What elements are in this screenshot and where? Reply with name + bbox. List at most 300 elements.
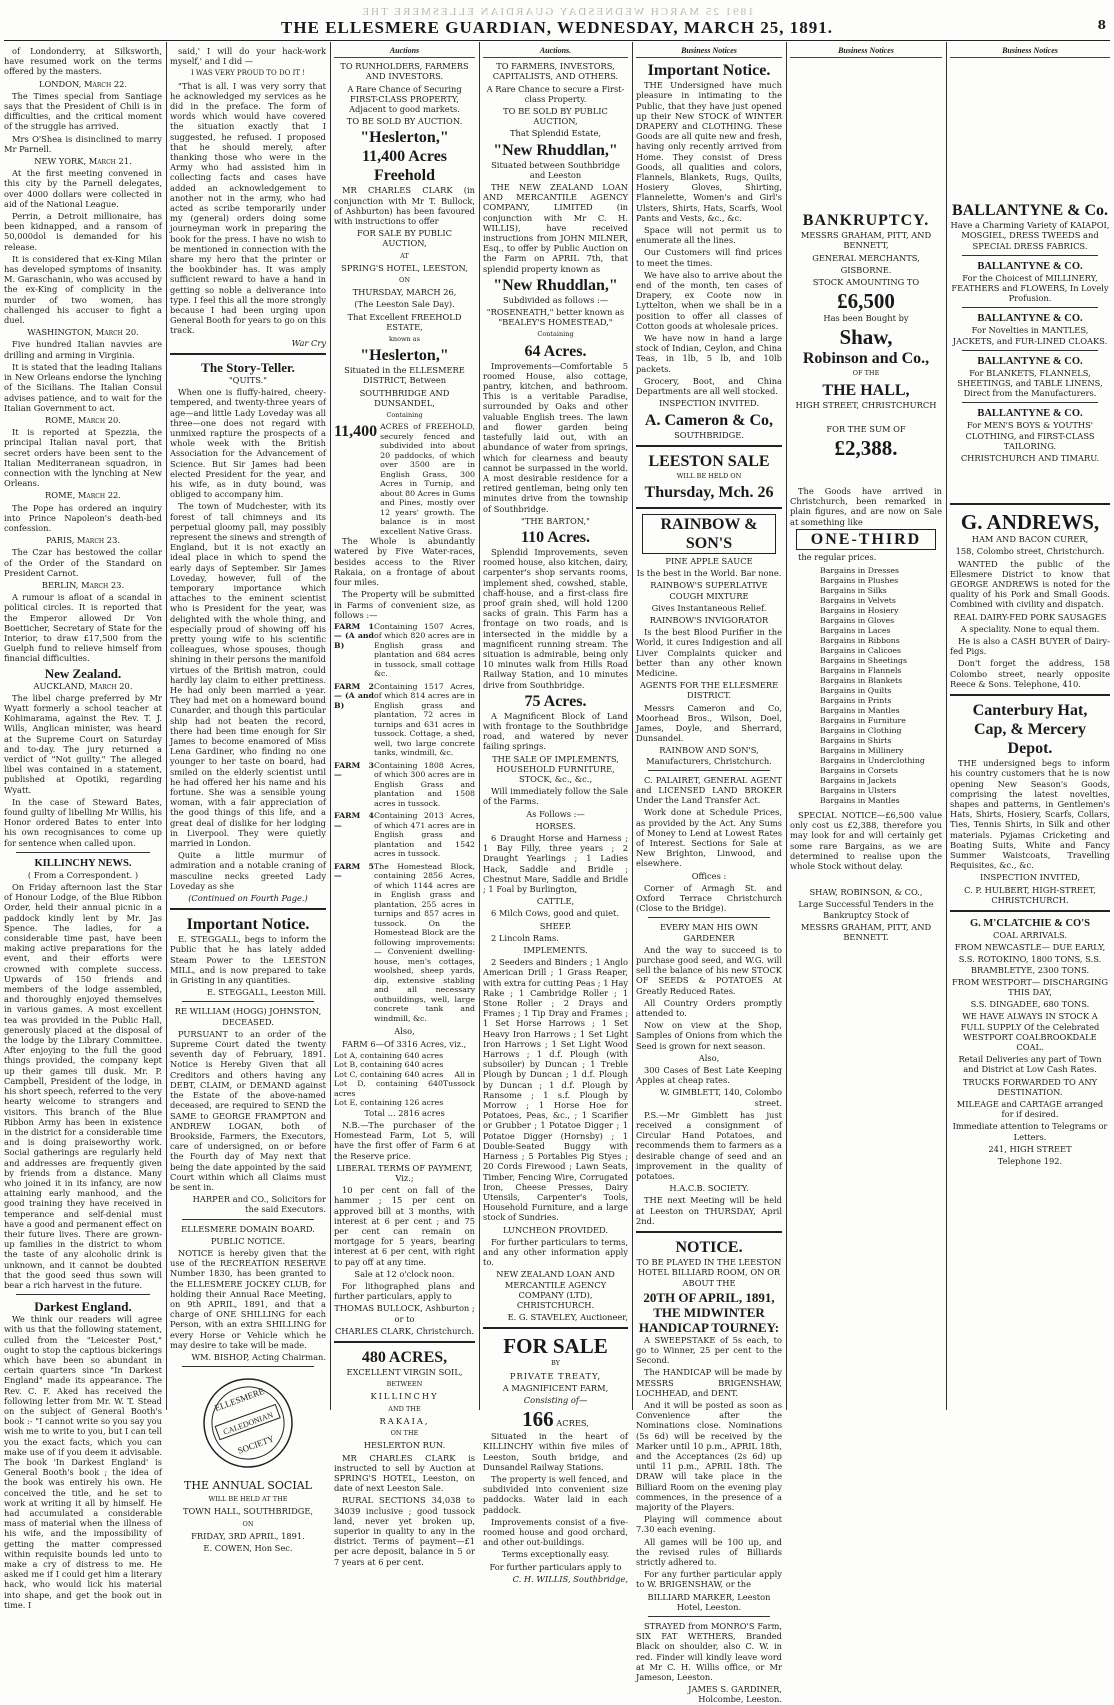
divider <box>182 1366 314 1367</box>
masthead-rule <box>4 40 1110 41</box>
column-merchants <box>950 46 1110 1408</box>
ad-text: Telephone 192. <box>997 1156 1063 1166</box>
ad-heading: BALLANTYNE & CO. <box>977 408 1083 420</box>
ad-heading: Freehold <box>373 167 436 185</box>
ad-text: Also, <box>394 1026 415 1037</box>
divider <box>16 852 150 853</box>
farm-label: FARM 2 — (A and B) <box>334 681 374 710</box>
ad-text: N.B.—The purchaser of the Homestead Farm, Lot 5, will have the first offer of Farm 6 at the Reserve price. <box>334 1120 475 1161</box>
ad-text: And the way to succeed is to purchase good seed, and W.G. will sell the balance of his new STOCK OF SEEDS & POTATOES At Greatly Reduced Rates. <box>636 944 782 996</box>
ad-text: THE undersigned begs to inform his country customers that he is now opening New Season's Goods, comprising the latest novelties, shapes and patterns, in Gentlemen's Hats, Shirts, Hosiery, Scarfs, Collars, Ties, Tennis Shirts, in Silk and other materials. Pyjamas Cricketing and Boating Suits, White and Fancy Summer Waistcoats, Travelling Requisites, &c., &c. <box>950 758 1110 871</box>
ad-text: Have a Charming Variety of KAIAPOI, MOSGIEL, DRESS TWEEDS and SPECIAL DRESS FABRICS. <box>950 220 1110 251</box>
stamp-text: ELLESMERE <box>213 1386 266 1414</box>
ad-heading: ELLESMERE DOMAIN BOARD. <box>181 1223 315 1234</box>
ad-text: HIGH STREET, CHRISTCHURCH <box>795 399 937 410</box>
ad-text: Will immediately follow the Sale of the Farms. <box>483 786 628 807</box>
ad-heading: 11,400 Acres <box>361 148 448 166</box>
ad-text: ON THE <box>390 1429 419 1438</box>
ad-text: Don't forget the address, 158 Colombo street, nearly opposite Reece & Sons. Telephone, 410. <box>950 658 1110 689</box>
ad-subheading: LIBERAL TERMS OF PAYMENT, Viz.; <box>336 1162 473 1184</box>
ad-text: TO BE PLAYED IN THE LEESTON HOTEL BILLIARD ROOM, ON OR ABOUT THE <box>636 1257 782 1288</box>
ad-signature: JAMES S. GARDINER, Holcombe, Leeston. <box>688 1684 782 1705</box>
ad-heading: BALLANTYNE & CO. <box>977 313 1083 325</box>
ad-heading: Canterbury Hat, <box>972 702 1088 720</box>
divider <box>950 694 1110 696</box>
ad-text: "THE BARTON," <box>521 515 590 526</box>
ad-text: 10 per cent on fall of the hammer ; 15 per cent on approved bill at 3 months, with interest at 6 per cent ; and 75 per cent can remain on mortgage for 5 years, bearing interest at 6 per cent, with right to pay off at any time. <box>334 1185 475 1267</box>
ad-text: RURAL SECTIONS 34,038 to 34039 inclusive ; good tussock land, never yet broken up, superior in quality to any in the district. Terms of payment—£1 per acre deposit, balance in 5 or 7 years at 6 per cent. <box>334 1495 475 1567</box>
ad-heading: "New Rhuddlan," <box>493 276 618 294</box>
ad-heading: 166 <box>522 1407 554 1432</box>
ad-text: SOUTHBRIDGE AND DUNSANDEL, <box>359 387 450 408</box>
ad-heading: Important Notice. <box>186 916 310 934</box>
ad-text: Sale at 12 o'clock noon. <box>354 1268 455 1279</box>
bargain-item: Bargains in Dresses <box>820 566 899 576</box>
ad-text: WILL BE HELD AT THE <box>208 1495 288 1504</box>
lot-note: All in <box>454 1069 475 1079</box>
ad-text: Is the best Blood Purifier in the World, it cures Indigestion and all Liver Complaints quicker and better than any other known Medicine. <box>636 627 782 678</box>
divider <box>483 1327 628 1329</box>
farm-description: The Homestead Block, containing 2856 Acres, of which 1144 acres are in English grass and plantation, 255 acres in turnips and 857 acres in tussock. On the Homestead Block are the following improvements:— Convenient dwelling-house, men's cottages, woolshed, sheep yards, dip, extensive stabling and all necessary outbuildings, well, large concrete tank and windmill, &c. <box>374 861 475 1023</box>
ad-text: Improvements—Comfortable 5 roomed House, also cottage, pantry, kitchen, and bathroom. This is a veritable Paradise, surrounded by Oaks and other valuable English trees. The lawn and flower garden being tastefully laid out, with an abundance of water from springs, which for clearness and beauty cannot be surpassed in the world. A most desirable residence for a retired gentleman, being only ten minutes drive from the township of Southbridge. <box>483 360 628 514</box>
ad-heading: "New Rhuddlan," <box>493 141 618 159</box>
ad-text: 6 Milch Cows, good and quiet. <box>491 908 620 919</box>
ad-subheading: IMPLEMENTS. <box>523 945 588 956</box>
ad-heading: TO FARMERS, INVESTORS, CAPITALISTS, AND OTHERS. <box>492 61 619 82</box>
story-paragraph: Quite a little murmur of admiration and a notable craning of masculine necks greeted Lady Loveday as she <box>170 850 326 891</box>
ad-text: TOWN HALL, SOUTHBRIDGE, <box>182 1506 314 1517</box>
farm-label: FARM 5 — <box>334 861 374 881</box>
ad-text: Now on view at the Shop, Samples of Onions from which the Seed is grown for next season. <box>636 1020 782 1051</box>
bargain-item: Bargains in Gloves <box>820 616 895 626</box>
ad-heading: FOR SALE <box>503 1334 608 1359</box>
ad-heading: H.A.C.B. SOCIETY. <box>669 1183 749 1194</box>
column-header: Auctions. <box>483 46 628 58</box>
ad-text: Has been Bought by <box>823 313 909 324</box>
ad-heading: Robinson and Co., <box>802 350 930 368</box>
ad-text: WILL BE HELD ON <box>676 471 742 480</box>
column-header: Business Notices <box>790 46 942 58</box>
continuation-note: (Continued on Fourth Page.) <box>188 893 308 904</box>
lot-note: Tussock <box>442 1079 475 1089</box>
ad-text: A SWEEPSTAKE of 5s each, to go to Winner, 25 per cent to the Second. <box>636 1334 782 1366</box>
divider <box>648 917 770 918</box>
ad-text: MESSRS GRAHAM, PITT, AND BENNETT. <box>800 921 932 943</box>
ad-signature: BILLIARD MARKER, Leeston Hotel, Leeston. <box>647 1591 771 1612</box>
ad-text: C. PALAIRET, GENERAL AGENT and LICENSED LAND BROKER Under the Land Transfer Act. <box>636 774 782 806</box>
ad-heading: ONE-THIRD <box>796 529 936 550</box>
ad-text: SHAW, ROBINSON, & CO., <box>809 887 923 898</box>
ad-text: RAINBOW AND SON'S, Manufacturers, Christchurch. <box>646 745 772 766</box>
bargain-item: Bargains in Corsets <box>820 766 898 776</box>
column-header: Business Notices <box>636 46 782 58</box>
bargain-item: Bargains in Sheetings <box>820 656 907 666</box>
ad-text: Situated in the heart of KILLINCHY within five miles of Leeston, South bridge, and Dunsandel Railway Stations. <box>483 1431 628 1472</box>
ad-text: COAL ARRIVALS. <box>992 929 1067 940</box>
divider <box>170 908 326 910</box>
ad-text: For further particulars to terms, and any other information apply to. <box>483 1236 628 1268</box>
ad-signature: HARPER and CO., Solicitors for the said Executors. <box>192 1194 326 1215</box>
ad-text: TO BE SOLD BY PUBLIC AUCTION, <box>503 106 608 127</box>
ad-text: "ROSENEATH," better known as "BEALEY'S HOMESTEAD," <box>486 307 625 328</box>
bargain-item: Bargains in Silks <box>820 586 887 596</box>
bargain-item: Bargains in Velvets <box>820 596 896 606</box>
news-paragraph: A rumour is afloat of a scandal in political circles. It is reported that the Emperor allowed Dr Von Boetticher, Secretary of State for the Interior, to draw £17,500 from the Guelph fund to relieve himself from financial difficulties. <box>4 592 162 664</box>
ad-signature: W. GIMBLETT, 140, Colombo street. <box>660 1087 782 1108</box>
bargain-item: Bargains in Underclothing <box>820 756 925 766</box>
news-paragraph: It is reported at Spezzia, the principal Italian naval port, that secret orders have been sent to the Italian Mediterranean squadron, in connection with the lynching at New Orleans. <box>4 427 162 489</box>
bargain-item: Bargains in Ulsters <box>820 786 897 796</box>
ad-heading: Cap, & Mercery <box>973 721 1087 739</box>
ad-text: Terms exceptionally easy. <box>501 1549 610 1560</box>
ad-text: Retail Deliveries any part of Town and District at Low Cash Rates. <box>958 1054 1102 1075</box>
ad-text: We have now in hand a large stock of Indian, Ceylon, and China Teas, in 1lb, 5 lb, and 10lb packets. <box>636 333 782 374</box>
farm-description: Containing 1808 Acres, of which 300 acres are in English Grass and plantation and 1508 acres in tussock. <box>374 760 475 808</box>
ad-text: Playing will commence about 7.30 each evening. <box>636 1514 782 1535</box>
ad-text: MILEAGE and CARTAGE arranged for if desired. <box>956 1098 1104 1120</box>
ad-text: THURSDAY, MARCH 26, <box>352 287 457 298</box>
divider <box>962 350 1098 351</box>
ad-text: 2 Seeders and Binders ; 1 Anglo American Drill ; 1 Grass Reaper, with extra for cutting Peas ; 1 Hay Rake ; 1 Cambridge Roller ; 1 Stone Roller ; 2 Drays and Frames ; 1 Tip Dray and Frames ; 1 Set Horse Harrows ; 1 Set Heavy Iron Harrows ; 1 Set Light Iron Harrows ; 1 Set Light Wood Harrows ; 1 d.f. Plough (with subsoiler) by Duncan ; 1 Treble Plough by Duncan ; 1 d.f. Plough by Duncan ; 1 d.f. Plough by Ransome ; 1 s.f. Plough by Morrow ; 1 Horse Hoe for Potatoes, Peas, &c., ; 1 Scarifier or Grubber ; 1 Potatoe Digger ; 1 Potatoe Digger (Hornsby) ; 1 Double-Seated Buggy with Harness ; 5 Portables Pig Styes ; 20 Cords Firewood ; Lawn Seats, Timber, Fencing Wire, Corrugated Iron, Cheese Presses, Dairy Utensils, Carpenter's Tools, Household Furniture, and a large stock of Sundries. <box>483 957 628 1223</box>
bargain-item: Bargains in Millinery <box>820 746 904 756</box>
farm-label: FARM 4 — <box>334 811 374 830</box>
ad-text: A speciality. None to equal them. <box>960 623 1100 634</box>
ad-text: Gives Instantaneous Relief. <box>651 602 767 613</box>
subheading: I WAS VERY PROUD TO DO IT ! <box>190 69 306 78</box>
ad-heading: "Heslerton," <box>360 129 449 147</box>
dateline: ROME, March 22. <box>45 490 121 501</box>
caledonian-society-stamp-icon <box>198 1373 298 1473</box>
ad-text: The Goods have arrived in Christchurch, been remarked in plain figures, and are now on Sale at something like <box>790 486 942 527</box>
story-title: "QUITS." <box>228 374 268 385</box>
ad-heading: 480 ACRES, <box>361 1349 448 1367</box>
dateline: ROME, March 20. <box>45 414 121 425</box>
ad-text: HAM AND BACON CURER, <box>971 534 1089 545</box>
ad-text: FARM 6—Of 3316 Acres, viz., <box>342 1038 467 1049</box>
news-paragraph: Perrin, a Detroit millionaire, has been kidnapped, and a ransom of 50,000dol is demanded for his release. <box>4 211 162 252</box>
news-paragraph: Mrs O'Shea is disinclined to marry Mr Parnell. <box>4 133 162 154</box>
lot-label: Lot D, containing 640 acres <box>334 1079 443 1098</box>
farm-description: Containing 1517 Acres, of which 814 acres are in English grass and plantation, 72 acres in turnips and 631 acres in tussock. Cottage, a shed, well, two large concrete tanks, windmill, &c. <box>374 681 475 758</box>
farm-item <box>334 811 475 859</box>
ad-text: WANTED the public of the Ellesmere District to know that GEORGE ANDREWS is noted for the quality of his Pork and Small Goods. Combined with civility and dispatch. <box>950 558 1110 610</box>
ad-text: A MAGNIFICENT FARM, <box>502 1382 609 1393</box>
ad-text: WE HAVE ALWAYS IN STOCK A FULL SUPPLY Of the Celebrated WESTPORT COALBROOKDALE COAL. <box>960 1011 1100 1052</box>
bargain-item: Bargains in Clothing <box>820 726 902 736</box>
ad-text: And it will be posted as soon as Convenience after the Nominations close. Nominations (5s 6d) will be received by the Marker until 10 p.m., APRIL 18th, and the Acceptances (2s 6d) up until 11 p.m., APRIL 18th. The DRAW will take place in the Billiard Room on the evening play commences, in the presence of a majority of the Players. <box>636 1399 782 1512</box>
lot-item <box>334 1098 475 1108</box>
lot-item <box>334 1051 475 1061</box>
ad-text: Offices : <box>691 870 727 881</box>
ad-text: Subdivided as follows :— <box>502 294 609 305</box>
ad-text: For BLANKETS, FLANNELS, SHEETINGS, and TABLE LINENS, Direct from the Manufacturers. <box>957 367 1103 399</box>
ad-text: EXCELLENT VIRGIN SOIL, <box>346 1367 463 1378</box>
ad-text: S.S. ROTOKINO, 1800 TONS, S.S. BRAMBLETYE, 2300 TONS. <box>958 954 1102 975</box>
ad-heading: THE HALL, <box>822 381 910 399</box>
ad-text: For the Choicest of MILLINERY, FEATHERS and FLOWERS, In Lovely Profusion. <box>951 272 1109 304</box>
ad-text: FROM WESTPORT— DISCHARGING THIS DAY, <box>952 976 1108 997</box>
ad-signature: E. COWEN, Hon Sec. <box>203 1542 293 1553</box>
ad-heading: BANKRUPTCY. <box>802 212 930 230</box>
divider <box>636 1231 782 1233</box>
ad-text: (The Leeston Sale Day). <box>354 299 455 310</box>
news-paragraph: At the first meeting convened in this city by the Parnell delegates, over 4000 dollars were collected in aid of the National League. <box>4 168 162 209</box>
divider <box>962 307 1098 308</box>
news-paragraph: The Times special from Santiage says that the President of Chili is in difficulties, and the critical moment of the struggle has arrived. <box>4 90 162 132</box>
divider <box>648 770 770 771</box>
ad-text: BY <box>551 1359 560 1368</box>
news-paragraph: The Pope has ordered an inquiry into Prince Napoleon's death-bed confession. <box>4 502 162 533</box>
news-paragraph: It is considered that ex-King Milan has developed symptoms of insanity. M. Garaschanin, who was accused by the ex-King of complicity in the murder of two women, has challenged his accuser to fight a duel. <box>4 253 162 326</box>
ad-text: known as <box>388 335 421 344</box>
ad-text: Messrs Cameron and Co, Moorhead Bros., Wilson, Doel, James, Doyle, and Sherrard, Dunsandel. <box>636 702 782 744</box>
news-paragraph: The Czar has bestowed the collar of the Order of the Standard on President Carnot. <box>4 547 162 578</box>
divider <box>16 1294 150 1295</box>
ad-heading: G. M'CLATCHIE & CO'S <box>970 917 1090 929</box>
ad-text: That Splendid Estate, <box>509 128 602 139</box>
ad-text: OF THE <box>852 369 880 378</box>
ad-text: 6 Draught Horse and Harness ; 1 Bay Filly, three years ; 2 Draught Yearlings ; 1 Ladies Hack, Saddle and Bridle ; Chestnut Mare, Saddle and Bridle ; 1 Foal by Burlington, <box>483 833 628 895</box>
ad-subheading: SHEEP. <box>539 920 572 931</box>
ad-heading: £2,388. <box>834 436 898 461</box>
newspaper-title: THE ELLESMERE GUARDIAN, WEDNESDAY, MARCH 25, 1891. <box>281 18 833 37</box>
ad-signature: C. H. WILLIS, Southbridge, <box>512 1573 628 1584</box>
farm-description: Containing 1507 Acres, of which 820 acres are in English grass and plantation and 684 acres in tussock, small cottage &c. <box>374 621 475 679</box>
ad-text: GISBORNE. <box>840 264 892 275</box>
news-paragraph: of Londonderry, at Silksworth, have resumed work on the terms offered by the masters. <box>4 46 162 77</box>
ad-subheading: LUNCHEON PROVIDED. <box>502 1224 609 1235</box>
ad-text: For MEN'S BOYS & YOUTHS' CLOTHING, and FIRST-CLASS TAILORING. <box>965 420 1095 451</box>
ad-text: STRAYED from MONRO'S Farm, SIX FAT WETHERS, Branded Black on shoulder, also C. W. in red. Finder will kindly leave word at Mr C. H. Willis office, or Mr Jameson, Leeston. <box>636 1620 782 1682</box>
news-paragraph: We think our readers will agree with us that the following statement, culled from the "Leicester Post," ought to stop the captious bickerings which have been so abundant in certain quarters since "In Darkest England" made its appearance. The Rev. C. F. Aked has received the following letter from Mr. W. T. Stead on the subject of General Booth's book :- "I cannot write so you say you wish me to write to you, but I can tell you the exact facts, which you can make use of if you deem it advisable. The book 'In Darkest England' is General Booth's book ; the idea of the book was entirely his own. He conceived the title, and he set to work at writing it all by himself. He had accumulated a considerable mass of material when the illness of his wife, and the impossibility of getting the matter compressed within requisite bounds led unto to make a cry of distress to me. He asked me if I could get him a literary hack, who would lick his material into shape, and get the book out in time. I <box>4 1314 162 1610</box>
farm-item <box>334 862 475 1024</box>
ad-text: Splendid Improvements, seven roomed house, also kitchen, dairy, carpenter's shop servants rooms, implement shed, cowshed, stable, chaff-house, and a first-class fire proof grain shed, will hold 1200 sacks of grain. This Farm has a frontage on two roads, and is intersected in the middle by a magnificent running stream. The situation is admirable, being only 10 minutes walk from Hills Road Railway Station, and 10 minutes drive from Southbridge. <box>483 546 628 690</box>
ad-text: RAINBOW'S INVIGORATOR <box>649 614 769 625</box>
ad-heading: Shaw, <box>839 325 893 350</box>
ad-text: TRUCKS FORWARDED TO ANY DESTINATION. <box>962 1076 1098 1097</box>
farm-description: Containing 2013 Acres, of which 471 acres are in English grass and plantation and 1542 acres in tussock. <box>374 811 475 859</box>
ad-text: MR CHARLES CLARK is instructed to sell by Auction at SPRING'S HOTEL, Leeston, on date of next Leeston Sale. <box>334 1452 475 1494</box>
ad-text: For further particulars apply to <box>489 1561 622 1572</box>
bleed-through-text: 1891 25 MARCH WEDNESDAY GUARDIAN ELLESMERE THE <box>360 6 754 18</box>
news-paragraph: It is stated that the leading Italians in New Orleans endorse the lynching of the Sicilians. The Italian Consul advises patience, and to wait for the Italian Government to act. <box>4 361 162 413</box>
ad-text: BETWEEN <box>386 1380 423 1389</box>
ad-text: INSPECTION INVITED, <box>979 872 1081 883</box>
lot-list <box>334 1051 475 1108</box>
ad-text: Grocery, Boot, and China Departments are all well stocked. <box>636 375 782 397</box>
ad-text: GENERAL MERCHANTS, <box>812 252 920 263</box>
ad-text: AND THE <box>388 1404 421 1413</box>
column-business-notices <box>636 46 782 1705</box>
column-divider <box>786 42 787 1410</box>
column-header: Auctions <box>334 46 475 58</box>
news-paragraph: The libel charge preferred by Mr Wyatt formerly a school teacher at Kohimarama, against the Rev. T. J. Wills, Anglican minister, was heard at the Supreme Court on Saturday and to-day. The jury returned a verdict of "Not guilty." The alleged libel was contained in a statement, published at Opotiki, regarding Wyatt. <box>4 692 162 795</box>
divider <box>962 255 1098 256</box>
column-header: Business Notices <box>950 46 1110 58</box>
divider <box>648 1616 770 1617</box>
divider <box>334 1341 475 1343</box>
byline: ( From a Correspondent. ) <box>27 869 139 880</box>
divider <box>182 1001 314 1002</box>
dateline: LONDON, March 22. <box>38 78 128 89</box>
ad-text: PRIVATE TREATY, <box>509 1370 602 1381</box>
farm-item <box>334 682 475 758</box>
ad-text: SOUTHBRIDGE. <box>674 429 744 440</box>
ad-text: Situated between Southbridge and Leeston <box>491 159 620 180</box>
ad-heading: RE WILLIAM (HOGG) JOHNSTON, DECEASED. <box>174 1006 322 1027</box>
farm-label: FARM 1 — (A and B) <box>334 621 374 650</box>
ad-heading: Depot. <box>1007 740 1053 758</box>
ad-heading: TO RUNHOLDERS, FARMERS AND INVESTORS. <box>340 61 469 82</box>
ad-text: FOR SALE BY PUBLIC AUCTION, <box>356 228 453 249</box>
ad-text: SPECIAL NOTICE—£6,500 value only cost us £2,388, therefore you may look for and will certainly get some rare Bargains, as we are determined to realise upon the whole Stock without delay. <box>790 810 942 872</box>
dateline: BERLIN, March 23. <box>41 579 125 590</box>
column-auctions <box>334 46 475 1567</box>
column-divider <box>166 42 167 1410</box>
news-paragraph: Five hundred Italian navvies are drilling and arming in Virginia. <box>4 339 162 360</box>
ad-text: THE NEW ZEALAND LOAN AND MERCANTILE AGENCY COMPANY, LIMITED (in conjunction with Mr C. H. WILLIS), have received instructions from JOHN MILNER, Esq., to offer by Public Auction on the Farm on APRIL 7th, that splendid property known as <box>483 182 628 274</box>
ad-subheading: CATTLE, <box>536 896 575 907</box>
story-paragraph: When one is fluffy-haired, cheery-tempered, and twenty-three years of age—and little Lady Loveday was all three—one does not regard with unmixed rapture the prospects of a whole week with the British Association for the Advancement of Science. But Sir James had been elected President for the year, and his wife, as in duty bound, was obliged to accompany him. <box>170 387 326 500</box>
divider <box>950 910 1110 912</box>
divider <box>636 507 782 509</box>
column-story <box>170 46 326 1553</box>
masthead <box>0 0 1114 40</box>
ad-signature: THOMAS BULLOCK, Ashburton ; or to <box>334 1303 475 1324</box>
ad-text: A Magnificent Block of Land with frontage to the Southbridge road, and watered by never failing springs. <box>483 710 628 752</box>
dateline: AUCKLAND, March 20. <box>33 680 133 691</box>
dateline: WASHINGTON, March 20. <box>27 327 139 338</box>
section-heading: KILLINCHY NEWS. <box>34 857 132 869</box>
ad-signature: E. STEGGALL, Leeston Mill. <box>206 987 326 998</box>
ad-text: 300 Cases of Best Late Keeping Apples at cheap rates. <box>636 1065 782 1086</box>
ad-heading: BALLANTYNE & CO. <box>977 355 1083 367</box>
ad-text: Is the best in the World. Bar none. <box>636 568 782 579</box>
ad-text: NEW ZEALAND LOAN AND MERCANTILE AGENCY COMPANY (LTD), CHRISTCHURCH. <box>496 1269 615 1310</box>
section-heading: New Zealand. <box>44 665 122 681</box>
ad-text: Work done at Schedule Prices, as provided by the Act. Any Sums of Money to Lend at Lowest Rates of Interest. Sections for Sale at New Brighton, Linwood, and elsewhere. <box>636 807 782 869</box>
bargain-item: Bargains in Ribbons <box>820 636 900 646</box>
ad-text: Corner of Armagh St. and Oxford Terrace Christchurch (Close to the Bridge). <box>636 882 782 914</box>
bargain-item: Bargains in Prints <box>820 696 892 706</box>
ad-heading: 110 Acres. <box>520 528 591 546</box>
stamp-text: CALEDONIAN <box>221 1410 275 1437</box>
section-heading: The Story-Teller. <box>201 359 295 375</box>
column-divider <box>330 42 331 1410</box>
ad-text: REAL DAIRY-FED PORK SAUSAGES <box>953 611 1107 622</box>
ad-text: For any further particular apply to W. BRIGENSHAW, or the <box>636 1569 782 1590</box>
ad-text: CHRISTCHURCH AND TIMARU. <box>960 453 1100 464</box>
ad-heading: NOTICE. <box>675 1239 743 1257</box>
ad-text: A Rare Chance of Securing FIRST-CLASS PROPERTY, Adjacent to good markets. <box>347 83 462 115</box>
ad-text: SPRING'S HOTEL, LEESTON, <box>341 262 468 273</box>
column-bankruptcy <box>790 46 942 1408</box>
ad-text: E. STEGGALL, begs to inform the Public that he has lately added Steam Power to the LEESTON MILL, and is now prepared to take in Gristing in any quantities. <box>170 934 326 986</box>
ad-text: ACRES of FREEHOLD, securely fenced and subdivided into about 20 paddocks, of which over 3500 are in English Grass, 300 Acres in Turnip, and about 80 Acres in Gums and Pines, mostly over 12 years' growth. The balance is in most excellent Native Grass. <box>380 422 475 536</box>
lot-item <box>334 1060 475 1070</box>
bargain-item: Bargains in Jackets <box>820 776 897 786</box>
ad-text: FROM NEWCASTLE— DUE EARLY, <box>954 942 1106 953</box>
bargain-item: Bargains in Shirts <box>820 736 892 746</box>
divider <box>182 1219 314 1220</box>
bargain-item: Bargains in Quilts <box>820 686 892 696</box>
stamp-text: SOCIETY <box>236 1433 276 1456</box>
ad-heading: 20TH OF APRIL, 1891, <box>643 1289 775 1305</box>
column-divider <box>479 42 480 1410</box>
news-paragraph: said,' I will do your hack-work myself,' and I did — <box>170 46 326 67</box>
bargain-item: Bargains in Mantles <box>820 796 900 806</box>
dateline: PARIS, March 23. <box>45 535 120 546</box>
ad-heading: BALLANTYNE & Co. <box>951 202 1108 220</box>
bargain-item: Bargains in Hosiery <box>820 606 899 616</box>
ad-heading: LEESTON SALE <box>648 452 770 470</box>
ad-text: INSPECTION INVITED. <box>658 398 760 409</box>
divider <box>170 353 326 355</box>
ad-text: AGENTS FOR THE ELLESMERE DISTRICT. <box>639 680 779 701</box>
news-paragraph: On Friday afternoon last the Star of Honour Lodge, of the Blue Ribbon Order, held their annual picnic in a paddock kindly lent by Mr. Jas Spence. The ladies, for a considerable time past, have been making active preparations for the event, and their efforts were crowned with complete success. Upwards of 150 friends and members of the lodge assembled, and thoroughly enjoyed themselves in various games. A most excellent tea was provided in the Public Hall, generously placed at the disposal of the lodge by the Library Committee. After enjoying to the full the good things provided, the company kept up their games till dusk. Mr. P. Campbell, President of the lodge, in his short speech, referred to the very hearty welcome to strangers and visitors. This branch of the Blue Ribbon Army has been in existence in the district for a considerable time and is doing praiseworthy work. Social gatherings are regularly held and addresses are frequently given by friends from a distance. Many who joined it in its infancy, are now attaining early manhood, and the good training they have received in temperance and self-denial must have a good and permanent effect on their future lives. There are grown-up families in the district to whom the taste of any alcoholic drink is unknown, and it cannot be doubted that the good seed thus sown will bear a rich harvest in the future. <box>4 882 162 1290</box>
bargain-item: Bargains in Furniture <box>820 716 906 726</box>
ad-text: A Rare Chance to secure a First-class Property. <box>486 83 625 104</box>
bargain-item: Bargains in Laces <box>820 626 891 636</box>
ad-text: STOCK AMOUNTING TO <box>812 277 920 288</box>
ad-text: 158, Colombo street, Christchurch. <box>955 546 1105 557</box>
ad-heading: EVERY MAN HIS OWN GARDENER <box>659 922 759 943</box>
farm-item <box>334 761 475 809</box>
column-auctions-2 <box>483 46 628 1584</box>
ad-text: FOR THE SUM OF <box>826 423 906 434</box>
faded-area <box>790 61 942 211</box>
ad-signature: C. P. HULBERT, HIGH-STREET, CHRISTCHURCH. <box>964 884 1096 905</box>
ad-text: THE next Meeting will be held at Leeston on THURSDAY, April 2nd. <box>636 1195 782 1226</box>
lot-item <box>334 1079 475 1098</box>
ad-text: MR CHARLES CLARK (in conjunction with Mr T. Bullock, of Ashburton) has been favoured with instructions to offer <box>334 185 475 227</box>
page-number: 8 <box>1097 18 1106 32</box>
ad-text: ON <box>398 276 411 285</box>
ad-heading: RAINBOW & SON'S <box>642 514 776 554</box>
column-divider <box>632 42 633 1410</box>
ad-text: Our Customers will find prices to meet the times. <box>636 247 782 268</box>
ad-text: RAINBOW'S SUPERLATIVE COUGH MIXTURE <box>650 580 768 601</box>
bargain-item: Bargains in Flannels <box>820 666 902 676</box>
ad-heading: 11,400 <box>334 423 378 441</box>
ad-heading: BALLANTYNE & CO. <box>977 260 1083 272</box>
ad-heading: Important Notice. <box>647 62 771 80</box>
ad-subheading: THE SALE OF IMPLEMENTS, HOUSEHOLD FURNITURE, STOCK, &c., &c., <box>492 753 619 784</box>
ad-text: NOTICE is hereby given that the use of the RECREATION RESERVE Number 1830, has been granted to the ELLESMERE JOCKEY CLUB, for holding their Annual Race Meeting, on 9th APRIL, 1891, and that a charge of ONE SHILLING for each Person, with an extra SHILLING for every Horse or Vehicle which he may desire to take will be made. <box>170 1247 326 1350</box>
ad-text: FRIDAY, 3RD APRIL, 1891. <box>191 1530 305 1541</box>
ad-text: THE Undersigned have much pleasure in intimating to the Public, that they have just opened up their New STOCK of WINTER DRAPERY and CLOTHING. These Goods are all quite new and fresh, having only recently arrived from Home. They consist of Dress Goods, all qualities and colors, Flannels, Blankets, Rugs, Quilts, Hosiery Gloves, Shirting, Flannelette, Women's and Girl's Ulsters, Shirts, Hats, Scarfs, Wool Pants and Vests, &c., &c. <box>636 80 782 223</box>
ad-text: Containing <box>386 411 423 420</box>
ad-text: For lithographed plans and further particulars, apply to <box>334 1281 475 1302</box>
ad-text: Containing <box>537 330 574 339</box>
ad-text: Space will not permit us to enumerate all the lines. <box>636 225 782 246</box>
ad-text: That Excellent FREEHOLD ESTATE, <box>347 311 462 332</box>
ad-text: RAKAIA, <box>379 1415 430 1426</box>
lot-item <box>334 1070 475 1080</box>
ad-text: KILLINCHY <box>370 1391 439 1402</box>
divider <box>636 445 782 447</box>
bargain-item: Bargains in Blankets <box>820 676 903 686</box>
ad-text: 241, HIGH STREET <box>988 1143 1072 1154</box>
ad-text: Situated in the ELLESMERE DISTRICT, Between <box>344 365 465 386</box>
ad-text: Large Successful Tenders in the Bankruptcy Stock of <box>798 899 934 920</box>
ad-text: TO BE SOLD BY AUCTION. <box>346 116 463 127</box>
ad-text: Immediate attention to Telegrams or Letters. <box>952 1121 1108 1142</box>
lot-label: Lot C, containing 640 acres <box>334 1069 444 1079</box>
ad-text: MESSRS GRAHAM, PITT, AND BENNETT, <box>800 230 932 251</box>
ad-text: S.S. DINGADEE, 680 TONS. <box>970 999 1090 1010</box>
ad-text: Also, <box>698 1052 720 1063</box>
